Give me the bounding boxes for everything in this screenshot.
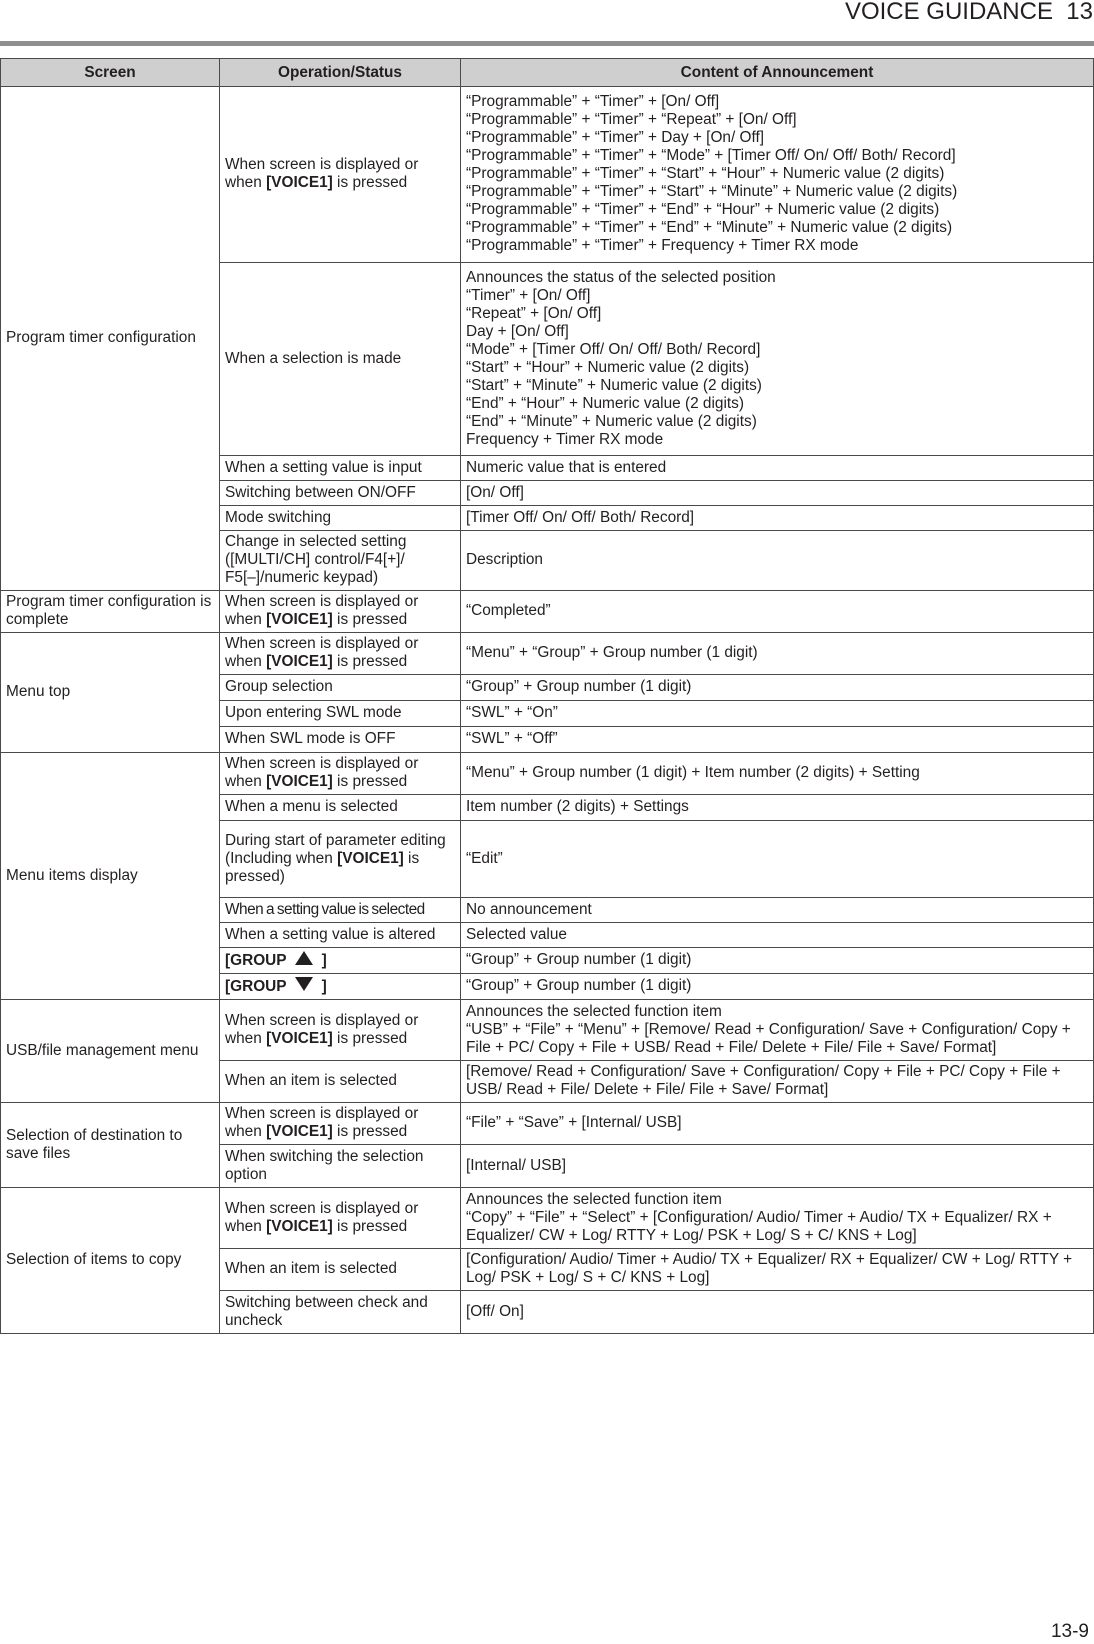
column-header-screen: Screen [1,59,220,87]
table-row [1,753,1094,795]
operation-cell: Switching between ON/OFF [220,481,461,506]
operation-cell: When a setting value is selected [220,898,461,923]
announcement-cell: [Timer Off/ On/ Off/ Both/ Record] [461,506,1094,531]
operation-cell: When screen is displayed or when [VOICE1] is pressed [220,1000,461,1061]
column-header-operation: Operation/Status [220,59,461,87]
operation-cell: When a selection is made [220,263,461,456]
voice1-key-label: [VOICE1] [266,773,333,790]
operation-cell: When screen is displayed or when [VOICE1] is pressed [220,1103,461,1145]
screen-cell: Program timer configuration is complete [1,591,220,633]
page-number: 13-9 [1050,1621,1089,1642]
table-row [1,1103,1094,1145]
operation-cell: When a setting value is altered [220,923,461,948]
table-row [1,633,1094,675]
voice1-key-label: [VOICE1] [266,1217,333,1235]
announcement-cell: [Off/ On] [461,1291,1094,1334]
announcement-cell: Description [461,531,1094,591]
header-divider [0,41,1094,46]
operation-cell: Mode switching [220,506,461,531]
announcement-cell: Announces the status of the selected position “Timer” + [On/ Off] “Repeat” + [On/ Off] Day + [On/ Off] “Mode” + [Timer Off/ On/ Off/ Both/ Record] “Start” + “Hour” + Numeric value (2 digits) “Start” + “Minute” + Numeric value (2 digits) “End” + “Hour” + Numeric value (2 digits) “End” + “Minute” + Numeric value (2 digits) Frequency + Timer RX mode [461,263,1094,456]
operation-cell: Group selection [220,675,461,701]
announcement-cell: “SWL” + “On” [461,701,1094,727]
screen-cell: Menu top [1,633,220,753]
announcement-cell: Numeric value that is entered [461,456,1094,481]
triangle-up-icon [295,951,313,965]
table-row [1,1188,1094,1249]
announcement-cell: Item number (2 digits) + Settings [461,795,1094,821]
announcement-cell: “Group” + Group number (1 digit) [461,675,1094,701]
operation-cell: When screen is displayed or when [VOICE1] is pressed [220,591,461,633]
screen-cell: Menu items display [1,753,220,1000]
announcement-cell: “Edit” [461,821,1094,898]
operation-cell: Upon entering SWL mode [220,701,461,727]
operation-cell: When screen is displayed or when [VOICE1] is pressed [220,753,461,795]
operation-cell: During start of parameter editing (Including when [VOICE1] is pressed) [220,821,461,898]
operation-cell: [GROUP ] [220,948,461,974]
voice1-key-label: [VOICE1] [266,174,333,191]
operation-cell: When a menu is selected [220,795,461,821]
announcement-cell: No announcement [461,898,1094,923]
operation-cell: When a setting value is input [220,456,461,481]
voice1-key-label: [VOICE1] [266,653,333,670]
screen-cell: Selection of items to copy [1,1188,220,1334]
triangle-down-icon [295,977,313,991]
operation-cell: Change in selected setting ([MULTI/CH] control/F4[+]/ F5[–]/numeric keypad) [220,531,461,591]
table-row [1,87,1094,263]
announcement-cell: [Internal/ USB] [461,1145,1094,1188]
announcement-cell: [Configuration/ Audio/ Timer + Audio/ TX + Equalizer/ RX + Equalizer/ CW + Log/ RTTY + Log/ PSK + Log/ S + C/ KNS + Log] [461,1249,1094,1291]
announcement-cell: “Group” + Group number (1 digit) [461,948,1094,974]
announcement-cell: Selected value [461,923,1094,948]
announcement-cell: [Remove/ Read + Configuration/ Save + Configuration/ Copy + File + PC/ Copy + File + USB/ Read + File/ Delete + File/ File + Save/ Format] [461,1061,1094,1103]
group-key-label: [GROUP [225,951,287,969]
operation-cell: When an item is selected [220,1249,461,1291]
table-row [1,591,1094,633]
voice1-key-label: [VOICE1] [266,1123,333,1140]
announcement-cell: “Menu” + Group number (1 digit) + Item number (2 digits) + Setting [461,753,1094,795]
announcement-cell: Announces the selected function item “USB” + “File” + “Menu” + [Remove/ Read + Configuration/ Save + Configuration/ Copy + File + PC/ Copy + File + USB/ Read + File/ Delete + File/ File + Save/ Format] [461,1000,1094,1061]
table-row [1,1000,1094,1061]
operation-cell: When SWL mode is OFF [220,727,461,753]
announcement-cell: “Menu” + “Group” + Group number (1 digit) [461,633,1094,675]
screen-cell: Selection of destination to save files [1,1103,220,1188]
voice-guidance-table [0,58,1094,1334]
voice1-key-label: [VOICE1] [337,849,404,867]
operation-cell: When an item is selected [220,1061,461,1103]
announcement-cell: [On/ Off] [461,481,1094,506]
voice1-key-label: [VOICE1] [266,611,333,628]
announcement-cell: “Completed” [461,591,1094,633]
operation-cell: When screen is displayed or when [VOICE1] is pressed [220,1188,461,1249]
table-header-row [1,59,1094,87]
screen-cell: USB/file management menu [1,1000,220,1103]
announcement-cell: “Programmable” + “Timer” + [On/ Off] “Programmable” + “Timer” + “Repeat” + [On/ Off] “Programmable” + “Timer” + Day + [On/ Off] “Programmable” + “Timer” + “Mode” + [Timer Off/ On/ Off/ Both/ Record] “Programmable” + “Timer” + “Start” + “Hour” + Numeric value (2 digits) “Programmable” + “Timer” + “Start” + “Minute” + Numeric value (2 digits) “Programmable” + “Timer” + “End” + “Hour” + Numeric value (2 digits) “Programmable” + “Timer” + “End” + “Minute” + Numeric value (2 digits) “Programmable” + “Timer” + Frequency + Timer RX mode [461,87,1094,263]
operation-cell: When screen is displayed or when [VOICE1] is pressed [220,633,461,675]
operation-cell: [GROUP ] [220,974,461,1000]
group-key-label: [GROUP [225,977,287,995]
announcement-cell: Announces the selected function item “Copy” + “File” + “Select” + [Configuration/ Audio/ Timer + Audio/ TX + Equalizer/ RX + Equalizer/ CW + Log/ RTTY + Log/ PSK + Log/ S + C/ KNS + Log] [461,1188,1094,1249]
column-header-announcement: Content of Announcement [461,59,1094,87]
announcement-cell: “SWL” + “Off” [461,727,1094,753]
announcement-cell: “File” + “Save” + [Internal/ USB] [461,1103,1094,1145]
operation-cell: When screen is displayed or when [VOICE1] is pressed [220,87,461,263]
operation-cell: Switching between check and uncheck [220,1291,461,1334]
voice1-key-label: [VOICE1] [266,1029,333,1047]
announcement-cell: “Group” + Group number (1 digit) [461,974,1094,1000]
screen-cell: Program timer configuration [1,87,220,591]
operation-cell: When switching the selection option [220,1145,461,1188]
chapter-title: VOICE GUIDANCE 13 [844,0,1093,25]
